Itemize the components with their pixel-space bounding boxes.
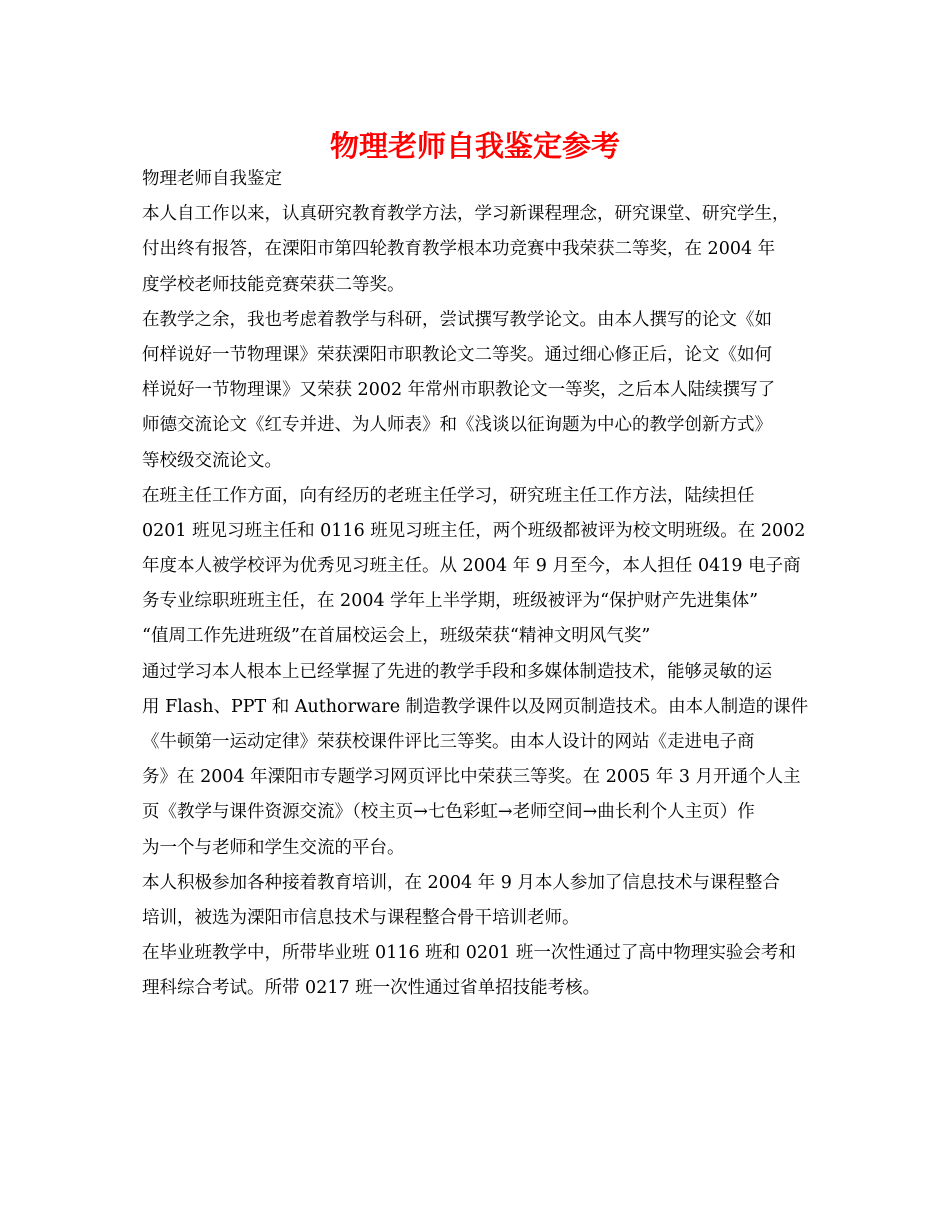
text-line: 在毕业班教学中，所带毕业班 0116 班和 0201 班一次性通过了高中物理实验会考和 xyxy=(142,943,796,964)
text-line: 通过学习本人根本上已经掌握了先进的教学手段和多媒体制造技术，能够灵敏的运 xyxy=(142,661,772,682)
text-line: 在教学之余，我也考虑着教学与科研，尝试撰写教学论文。由本人撰写的论文《如 xyxy=(142,309,772,330)
text-line: 理科综合考试。所带 0217 班一次性通过省单招技能考核。 xyxy=(142,978,601,999)
text-line: 样说好一节物理课》又荣获 2002 年常州市职教论文一等奖，之后本人陆续撰写了 xyxy=(142,380,776,401)
text-line: “值周工作先进班级”在首届校运会上，班级荣获“精神文明风气奖” xyxy=(142,626,651,647)
text-line: 度学校老师技能竞赛荣获二等奖。 xyxy=(142,274,405,295)
text-line: 用 Flash、PPT 和 Authorware 制造教学课件以及网页制造技术。由本人制造的课件 xyxy=(142,696,809,717)
document-title: 物理老师自我鉴定参考 xyxy=(329,129,620,163)
text-line: 《牛顿第一运动定律》荣获校课件评比三等奖。由本人设计的网站《走进电子商 xyxy=(142,732,755,752)
text-line: 页《教学与课件资源交流》（校主页→七色彩虹→老师空间→曲长利个人主页）作 xyxy=(142,802,755,823)
text-line: 务》在 2004 年溧阳市专题学习网页评比中荣获三等奖。在 2005 年 3 月开通个人主 xyxy=(142,767,801,788)
text-line: 本人自工作以来，认真研究教育教学方法，学习新课程理念，研究课堂、研究学生， xyxy=(142,204,790,225)
text-line: 培训，被选为溧阳市信息技术与课程整合骨干培训老师。 xyxy=(142,907,580,928)
text-line: 务专业综职班班主任，在 2004 学年上半学期，班级被评为“保护财产先进集体” xyxy=(142,591,759,612)
document-subtitle: 物理老师自我鉴定 xyxy=(142,169,282,189)
text-line: 年度本人被学校评为优秀见习班主任。从 2004 年 9 月至今，本人担任 0419 电子商 xyxy=(142,556,801,577)
text-line: 何样说好一节物理课》荣获溧阳市职教论文二等奖。通过细心修正后，论文《如何 xyxy=(142,344,772,365)
text-line: 师德交流论文《红专并进、为人师表》和《浅谈以征询题为中心的教学创新方式》 xyxy=(142,415,772,436)
text-line: 0201 班见习班主任和 0116 班见习班主任，两个班级都被评为校文明班级。在 2002 xyxy=(142,520,806,541)
text-line: 付出终有报答，在溧阳市第四轮教育教学根本功竞赛中我荣获二等奖，在 2004 年 xyxy=(142,239,776,260)
text-line: 本人积极参加各种接着教育培训，在 2004 年 9 月本人参加了信息技术与课程整合 xyxy=(142,872,780,893)
document-body xyxy=(142,162,818,1007)
text-line: 等校级交流论文。 xyxy=(142,450,282,471)
text-line: 为一个与老师和学生交流的平台。 xyxy=(142,837,405,858)
text-line: 在班主任工作方面，向有经历的老班主任学习，研究班主任工作方法，陆续担任 xyxy=(142,485,755,506)
